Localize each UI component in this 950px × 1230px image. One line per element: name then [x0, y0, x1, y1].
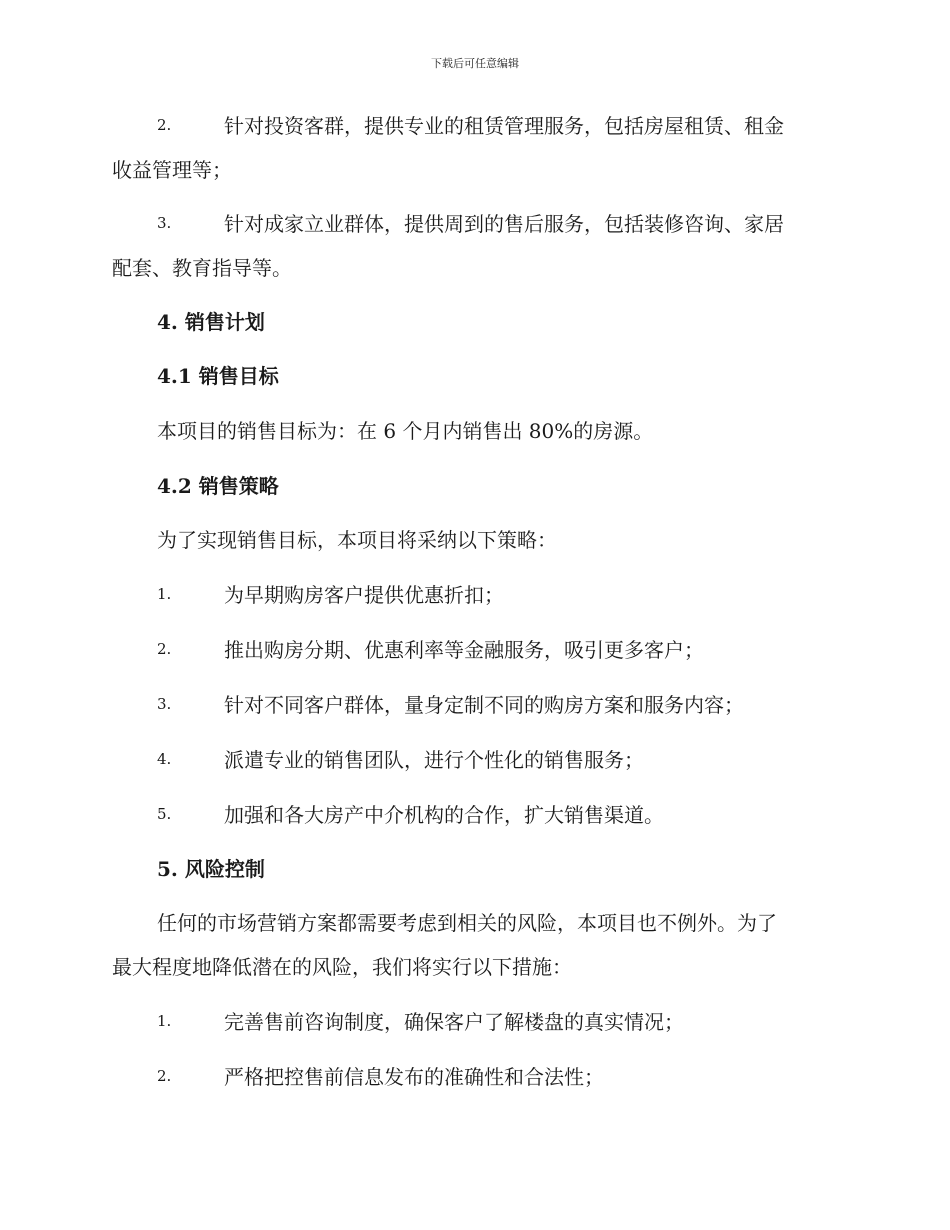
paragraph-line: 针对投资客群，提供专业的租赁管理服务，包括房屋租赁、租金 — [224, 114, 784, 138]
list-item: 针对不同客户群体，量身定制不同的购房方案和服务内容； — [224, 693, 744, 717]
paragraph-line: 最大程度地降低潜在的风险，我们将实行以下措施： — [112, 955, 572, 979]
section-heading: 4. 销售计划 — [157, 310, 265, 334]
list-number: 5. — [157, 805, 172, 823]
paragraph-line: 收益管理等； — [112, 158, 232, 182]
paragraph-line: 本项目的销售目标为：在 6 个月内销售出 80%的房源。 — [157, 419, 654, 443]
paragraph-line: 任何的市场营销方案都需要考虑到相关的风险，本项目也不例外。为了 — [157, 911, 777, 935]
list-number: 3. — [157, 695, 172, 713]
list-number: 4. — [157, 750, 172, 768]
paragraph-line: 为了实现销售目标，本项目将采纳以下策略： — [157, 528, 557, 552]
list-item: 推出购房分期、优惠利率等金融服务，吸引更多客户； — [224, 638, 704, 662]
subsection-heading: 4.1 销售目标 — [157, 364, 279, 388]
list-number: 1. — [157, 585, 172, 603]
list-number: 2. — [157, 116, 172, 134]
list-number: 2. — [157, 1067, 172, 1085]
list-item: 完善售前咨询制度，确保客户了解楼盘的真实情况； — [224, 1010, 684, 1034]
list-item: 派遣专业的销售团队，进行个性化的销售服务； — [224, 748, 644, 772]
list-number: 2. — [157, 640, 172, 658]
paragraph-line: 针对成家立业群体，提供周到的售后服务，包括装修咨询、家居 — [224, 212, 784, 236]
paragraph-line: 配套、教育指导等。 — [112, 256, 292, 280]
page-header: 下载后可任意编辑 — [431, 57, 519, 70]
list-item: 为早期购房客户提供优惠折扣； — [224, 583, 504, 607]
subsection-heading: 4.2 销售策略 — [157, 474, 279, 498]
section-heading: 5. 风险控制 — [157, 857, 265, 881]
list-item: 严格把控售前信息发布的准确性和合法性； — [224, 1065, 604, 1089]
list-item: 加强和各大房产中介机构的合作，扩大销售渠道。 — [224, 803, 664, 827]
list-number: 3. — [157, 214, 172, 232]
list-number: 1. — [157, 1012, 172, 1030]
